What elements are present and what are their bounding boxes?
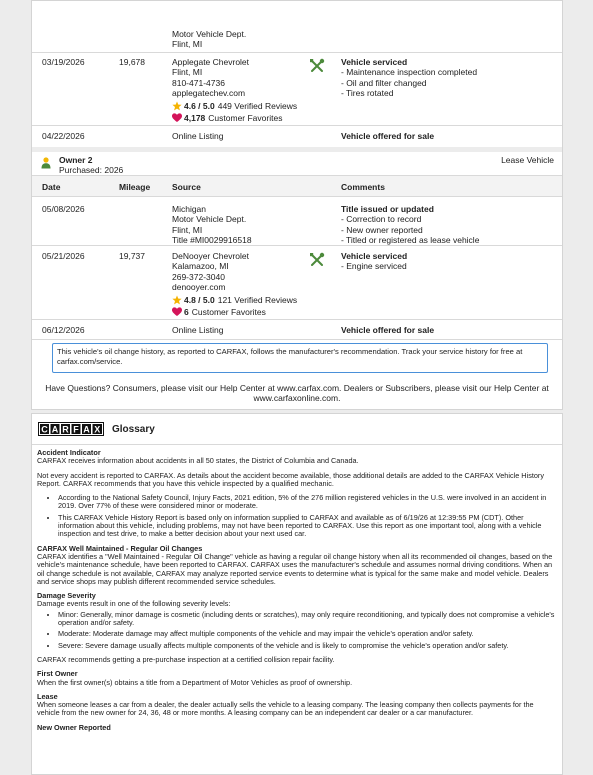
glossary-body — [32, 444, 562, 732]
definition-text: When the first owner(s) obtains a title from a Department of Motor Vehicles as proof of ownership. — [37, 677, 353, 687]
glossary-header — [38, 422, 155, 436]
wrench-screwdriver-icon — [309, 58, 325, 74]
row-comments: Vehicle serviced - Maintenance inspection completed - Oil and filter changed - Tires rotated — [341, 57, 478, 99]
oil-change-notice: This vehicle's oil change history, as reported to CARFAX, follows the manufacturer's recommendation. Track your service history for free at carfax.com/service. — [52, 343, 548, 373]
row-source: Applegate Chevrolet Flint, MI 810-471-4736 applegatechev.com 4.6 / 5.0 449 Verified Reviews 4,178 Customer Favorites — [172, 57, 298, 124]
definition-text: CARFAX receives information about accidents in all 50 states, the District of Columbia and Canada. — [37, 456, 359, 466]
table-row — [32, 52, 562, 126]
svg-text:A: A — [51, 424, 59, 435]
wrench-screwdriver-icon — [309, 252, 325, 268]
help-center-text: Have Questions? Consumers, please visit our Help Center at www.carfax.com. Dealers or Subscribers, please visit our Help Center at www.carfaxonline.com. — [45, 383, 549, 403]
svg-text:R: R — [62, 424, 69, 435]
dealer-website-link[interactable]: denooyer.com — [172, 282, 226, 293]
glossary-panel — [31, 413, 563, 775]
divider — [32, 339, 562, 340]
row-mileage: 19,678 — [119, 57, 145, 67]
list-item: • According to the National Safety Council, Injury Facts, 2021 edition, 5% of the 276 million registered vehicles in the U.S. were involved in an accident in 2019. Over 77% of these were considered minor or moderate. — [58, 494, 556, 511]
row-comments: Vehicle offered for sale — [341, 325, 435, 335]
severity-bullets — [37, 611, 556, 650]
term-damage-severity: Damage Severity — [37, 591, 96, 601]
definition-text: Not every accident is reported to CARFAX. As details about the accident become available, those additional details are added to the CARFAX Vehicle History Report. CARFAX recommends that you have this vehicle inspected by a qualified mechanic. — [37, 470, 545, 488]
table-row — [32, 196, 562, 246]
owner-title: Owner 2 — [59, 155, 93, 165]
row-source: Michigan Motor Vehicle Dept. Flint, MI Title #MI0029916518 — [172, 204, 252, 246]
list-item: • This CARFAX Vehicle History Report is based only on information supplied to CARFAX and available as of 6/19/26 at 12:39:55 PM (CDT). Other information about this vehicle, including problems, may not have been reported to CARFAX. Use this report as one important tool, along with a vehicle inspection and test drive, to make a better decision about your next used car. — [58, 514, 556, 539]
list-item: • Moderate: Moderate damage may affect multiple components of the vehicle and may impair the vehicle's operation and/or safety. — [58, 630, 556, 638]
owner-type: Lease Vehicle — [501, 155, 554, 165]
customer-favorites: 6 Customer Favorites — [172, 307, 297, 317]
customer-favorites: 4,178 Customer Favorites — [172, 113, 297, 123]
dealer-rating[interactable]: 4.8 / 5.0 121 Verified Reviews — [172, 295, 297, 305]
svg-text:F: F — [73, 424, 79, 435]
term-first-owner: First Owner — [37, 669, 78, 679]
row-source: Online Listing — [172, 131, 224, 141]
row-date: 06/12/2026 — [42, 325, 85, 335]
definition-text: When someone leases a car from a dealer, the dealer actually sells the vehicle to a leasing company. The leasing company then collects payments for the vehicle from the new owner for 24, 36, 48 or more months. A leasing company can be an independent car dealer or a car manufacturer. — [37, 700, 534, 718]
header-source: Source — [172, 182, 201, 192]
term-well-maintained: CARFAX Well Maintained - Regular Oil Changes — [37, 543, 203, 553]
header-mileage: Mileage — [119, 182, 151, 192]
row-date: 05/08/2026 — [42, 204, 85, 214]
row-comments: Title issued or updated - Correction to record - New owner reported - Titled or registered as lease vehicle — [341, 204, 480, 246]
header-comments: Comments — [341, 182, 385, 192]
definition-text: CARFAX identifies a "Well Maintained - Regular Oil Change" vehicle as having a regular oil change history when all its recommended oil changes, based on the vehicle's maintenance schedule, have been reported to CARFAX. CARFAX uses the manufacturer's schedule and assumes normal driving conditions. When an oil change schedule is not available, CARFAX may analyze reported service events to determine what is typical for the same make and model vehicle. Dealers and service shops may publish different recommended service schedules. — [37, 551, 553, 586]
row-comments: Vehicle offered for sale — [341, 131, 435, 141]
row-date: 03/19/2026 — [42, 57, 85, 67]
heart-icon — [172, 307, 182, 317]
row-date: 05/21/2026 — [42, 251, 85, 261]
heart-icon — [172, 113, 182, 123]
table-row — [32, 245, 562, 320]
row-date: 04/22/2026 — [42, 131, 85, 141]
term-accident-indicator: Accident Indicator — [37, 448, 101, 457]
row-source: DeNooyer Chevrolet Kalamazoo, MI 269-372-3040 denooyer.com 4.8 / 5.0 121 Verified Reviews 6 Customer Favorites — [172, 251, 298, 318]
list-item: • Severe: Severe damage usually affects multiple components of the vehicle and is likely to compromise the vehicle's operation and/or safety. — [58, 642, 556, 650]
list-item: • Minor: Generally, minor damage is cosmetic (including dents or scratches), may only require reconditioning, and typically does not compromise a vehicle's operation and/or safety. — [58, 611, 556, 628]
definition-text: Damage events result in one of the following severity levels: — [37, 599, 231, 609]
term-lease: Lease — [37, 691, 58, 701]
table-row — [32, 125, 562, 148]
dealer-website-link[interactable]: applegatechev.com — [172, 88, 246, 99]
dealer-rating[interactable]: 4.6 / 5.0 449 Verified Reviews — [172, 101, 297, 111]
person-icon — [41, 157, 51, 169]
accident-bullets — [37, 494, 556, 538]
vehicle-history-panel — [31, 0, 563, 410]
svg-text:C: C — [41, 424, 48, 435]
carfax-logo — [38, 422, 104, 436]
definition-text: CARFAX recommends getting a pre-purchase inspection at a certified collision repair facility. — [37, 654, 335, 664]
header-date: Date — [42, 182, 61, 192]
owner-purchased: Purchased: 2026 — [59, 165, 124, 175]
row-mileage: 19,737 — [119, 251, 145, 261]
star-icon — [172, 101, 182, 111]
row-source: Online Listing — [172, 325, 224, 335]
svg-text:A: A — [83, 424, 90, 435]
star-icon — [172, 295, 182, 305]
prev-row-source: Motor Vehicle Dept. Flint, MI — [172, 29, 247, 50]
svg-text:X: X — [94, 424, 101, 435]
table-header — [32, 175, 562, 197]
term-new-owner-reported: New Owner Reported — [37, 722, 111, 732]
table-row — [32, 319, 562, 340]
glossary-title: Glossary — [112, 423, 155, 435]
row-comments: Vehicle serviced - Engine serviced — [341, 251, 408, 272]
